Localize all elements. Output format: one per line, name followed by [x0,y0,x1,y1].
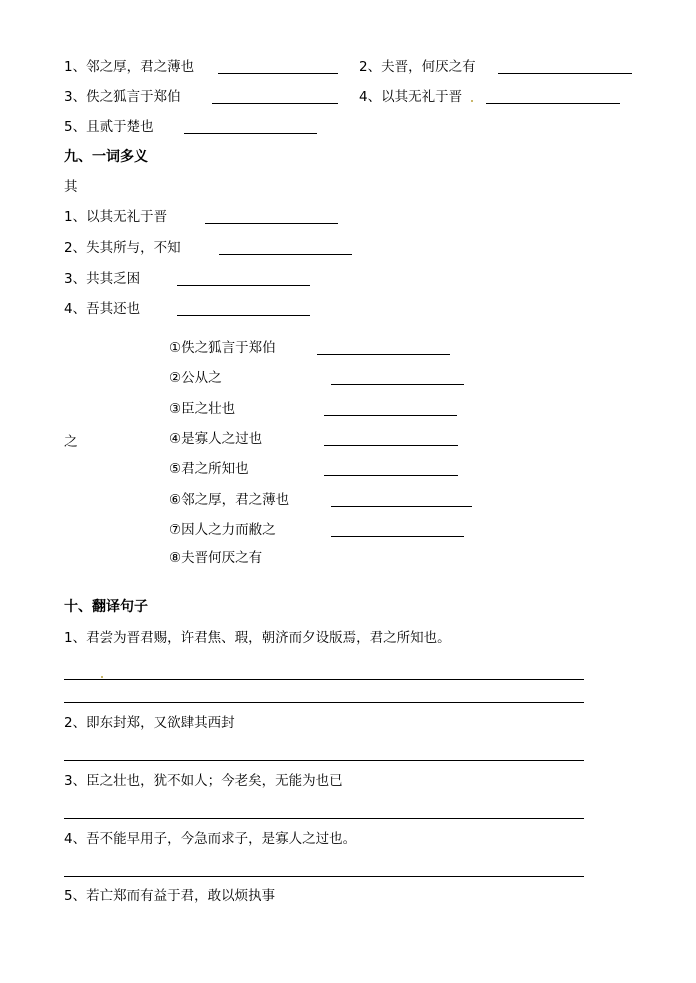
answer-line-10-1b[interactable] [64,702,584,703]
answer-blank-8-4[interactable] [486,103,620,104]
section10-title: 十、翻译句子 [64,599,148,615]
answer-blank-zhi-4[interactable] [324,445,458,446]
speck-mark [101,676,103,678]
answer-blank-8-5[interactable] [184,133,317,134]
zhi-item-2: ②公从之 [169,370,222,386]
zhi-item-8-clipped [169,548,369,566]
answer-blank-zhi-3[interactable] [324,415,457,416]
section8-item-1: 1、邻之厚，君之薄也 [64,59,195,75]
qi-item-3: 3、共其乏困 [64,271,141,287]
qi-item-1: 1、以其无礼于晋 [64,209,168,225]
answer-line-10-4[interactable] [64,876,584,877]
answer-blank-zhi-1[interactable] [317,354,450,355]
zhi-item-8: ⑧夫晋何厌之有 [169,550,263,566]
answer-blank-zhi-2[interactable] [331,384,464,385]
qi-item-2: 2、失其所与，不知 [64,240,181,256]
section8-item-4: 4、以其无礼于晋 [359,89,463,105]
answer-line-10-1a[interactable] [64,679,584,680]
answer-blank-zhi-7[interactable] [331,536,464,537]
qi-item-4: 4、吾其还也 [64,301,141,317]
word-zhi: 之 [64,434,78,450]
translate-item-5: 5、若亡郑而有益于君，敢以烦执事 [64,888,276,904]
section9-title: 九、一词多义 [64,149,148,165]
zhi-item-4: ④是寡人之过也 [169,431,263,447]
answer-blank-qi-3[interactable] [177,285,310,286]
answer-blank-zhi-5[interactable] [324,475,458,476]
answer-line-10-3[interactable] [64,818,584,819]
zhi-item-6: ⑥邻之厚，君之薄也 [169,492,290,508]
answer-blank-qi-4[interactable] [177,315,310,316]
translate-item-1: 1、君尝为晋君赐，许君焦、瑕，朝济而夕设版焉，君之所知也。 [64,630,451,646]
section8-item-2: 2、夫晋，何厌之有 [359,59,476,75]
translate-item-4: 4、吾不能早用子，今急而求子，是寡人之过也。 [64,831,357,847]
answer-blank-qi-1[interactable] [205,223,338,224]
section8-item-3: 3、佚之狐言于郑伯 [64,89,181,105]
zhi-item-7: ⑦因人之力而敝之 [169,522,276,538]
translate-item-2: 2、即东封郑，又欲肆其西封 [64,715,235,731]
zhi-item-5: ⑤君之所知也 [169,461,249,477]
answer-blank-zhi-6[interactable] [331,506,472,507]
speck-mark [471,100,473,102]
answer-blank-qi-2[interactable] [219,254,352,255]
word-qi: 其 [64,179,78,195]
answer-blank-8-3[interactable] [212,103,338,104]
zhi-item-1: ①佚之狐言于郑伯 [169,340,276,356]
answer-line-10-2[interactable] [64,760,584,761]
answer-blank-8-1[interactable] [218,73,338,74]
zhi-item-3: ③臣之壮也 [169,401,236,417]
section8-item-5: 5、且贰于楚也 [64,119,154,135]
translate-item-3: 3、臣之壮也，犹不如人；今老矣，无能为也已 [64,773,343,789]
answer-blank-8-2[interactable] [498,73,632,74]
